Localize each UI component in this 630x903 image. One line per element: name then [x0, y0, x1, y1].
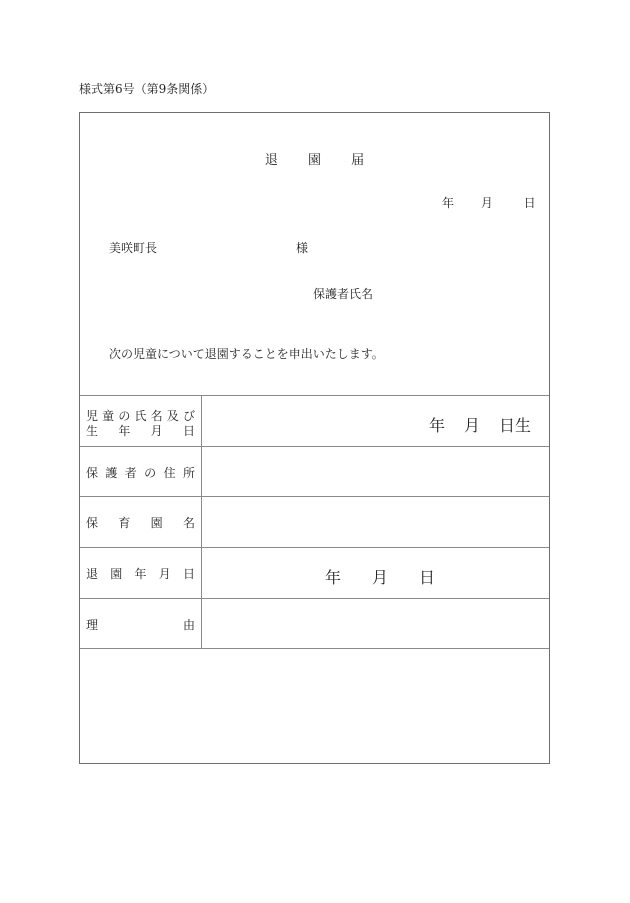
label-char: 日	[182, 424, 195, 438]
label-char: 生	[86, 424, 99, 438]
row-nursery-name	[80, 496, 549, 547]
label-char: 由	[182, 618, 195, 632]
details-table	[80, 395, 549, 649]
label-char: 護	[105, 466, 118, 480]
label-char: び	[182, 409, 195, 423]
label-char: 退	[86, 567, 99, 581]
birth-month: 月	[464, 416, 481, 435]
remarks-area[interactable]	[80, 649, 549, 763]
addressee-name: 美咲町長	[109, 241, 158, 255]
addressee-honorific: 様	[296, 241, 309, 255]
label-char: 及	[166, 409, 179, 423]
withdrawal-month: 月	[372, 568, 389, 587]
label-char: 保	[86, 466, 99, 480]
label-char: 名	[182, 516, 195, 530]
label-char: 童	[102, 409, 115, 423]
withdrawal-date-field[interactable]	[202, 548, 549, 598]
row-reason	[80, 598, 549, 649]
label-char: 住	[163, 466, 176, 480]
label-char: 育	[118, 516, 131, 530]
label-char: 保	[86, 516, 99, 530]
label-char: 月	[150, 424, 163, 438]
label-char: 年	[118, 424, 131, 438]
document-title	[80, 149, 549, 168]
label-nursery-name	[80, 497, 202, 547]
birthdate	[429, 413, 531, 436]
nursery-name-field[interactable]	[202, 497, 549, 547]
birth-year: 年	[429, 416, 446, 435]
guardian-address-field[interactable]	[202, 447, 549, 496]
withdrawal-day: 日	[419, 568, 436, 587]
withdrawal-date	[325, 565, 435, 588]
birth-day: 日生	[499, 416, 532, 435]
statement-text: 次の児童について退園することを申出いたします。	[109, 347, 384, 361]
submission-month: 月	[480, 196, 493, 210]
label-child-name-birthdate	[80, 396, 202, 446]
withdrawal-form	[79, 112, 550, 764]
label-char: 日	[182, 567, 195, 581]
label-reason	[80, 599, 202, 648]
label-guardian-address	[80, 447, 202, 496]
withdrawal-year: 年	[325, 568, 342, 587]
guardian-name-label: 保護者氏名	[313, 287, 374, 301]
row-child-name-birthdate	[80, 395, 549, 446]
title-char: 園	[307, 153, 321, 168]
row-guardian-address	[80, 446, 549, 496]
label-char: 理	[86, 618, 99, 632]
title-char: 届	[351, 153, 365, 168]
row-withdrawal-date	[80, 547, 549, 598]
label-char: 児	[86, 409, 99, 423]
label-char: の	[118, 409, 131, 423]
label-withdrawal-date	[80, 548, 202, 598]
label-char: 者	[124, 466, 137, 480]
guardian-name-field[interactable]	[380, 281, 530, 301]
form-number: 様式第6号（第9条関係）	[79, 82, 215, 96]
label-char: 名	[150, 409, 163, 423]
submission-date[interactable]	[442, 194, 536, 211]
label-char: 園	[110, 567, 123, 581]
submission-year: 年	[442, 196, 455, 210]
label-char: 年	[134, 567, 147, 581]
label-char: 園	[150, 516, 163, 530]
label-char: 月	[158, 567, 171, 581]
label-char: 氏	[134, 409, 147, 423]
label-char: 所	[182, 466, 195, 480]
submission-day: 日	[523, 196, 536, 210]
reason-field[interactable]	[202, 599, 549, 648]
title-char: 退	[264, 153, 278, 168]
child-name-birthdate-field[interactable]	[202, 396, 549, 446]
label-char: の	[144, 466, 157, 480]
